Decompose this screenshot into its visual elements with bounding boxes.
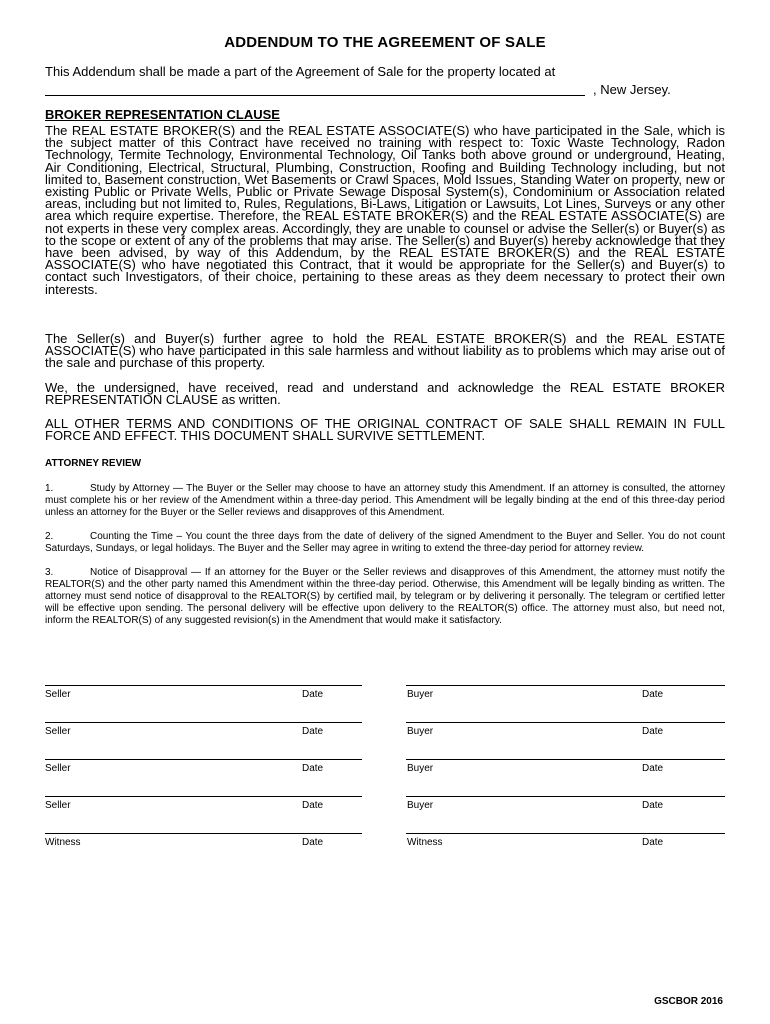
right-signature-line[interactable] — [406, 833, 725, 834]
right-signer-label: Buyer — [407, 726, 434, 737]
property-address-blank[interactable] — [45, 95, 585, 96]
right-signer-label: Buyer — [407, 800, 434, 811]
left-signature-line[interactable] — [45, 759, 362, 760]
right-signer-label: Buyer — [407, 763, 434, 774]
left-signer-label: Witness — [45, 837, 81, 848]
attorney-review-heading: ATTORNEY REVIEW — [45, 458, 142, 469]
left-signature-line[interactable] — [45, 685, 362, 686]
left-signature-line[interactable] — [45, 796, 362, 797]
left-signer-label: Seller — [45, 800, 71, 811]
attorney-item-1 — [45, 483, 725, 519]
attorney-item-text: Notice of Disapproval — If an attorney for the Buyer or the Seller reviews and disapproves of this Amendment, the attorney must notify the REALTOR(S) and the other party named this Amendment within the three-day period. Otherwise, this Amendment will be legally binding as written. The attorney must send notice of disapproval to the REALTOR(S) by certified mail, by telegram or by delivering it personally. The telegram or certified letter will be effective upon sending. The personal delivery will be effective upon delivery to the REALTOR(S) office. The attorney must also, but need not, inform the REALTOR(S) of any suggested revision(s) in the Amendment that would make it satisfactory. — [45, 567, 725, 627]
broker-clause-heading: BROKER REPRESENTATION CLAUSE — [45, 107, 280, 122]
intro-text: This Addendum shall be made a part of the Agreement of Sale for the property located at — [45, 64, 556, 79]
hold-harmless-paragraph: The Seller(s) and Buyer(s) further agree to hold the REAL ESTATE BROKER(S) and the REAL ESTATE ASSOCIATE(S) who have participated in this sale harmless and without liability as to problems which may arise out of the sale and purchase of this property. — [45, 331, 725, 371]
right-date-label: Date — [642, 726, 664, 737]
attorney-item-2 — [45, 531, 725, 555]
left-date-label: Date — [302, 800, 324, 811]
signature-row — [0, 796, 770, 816]
right-signature-line[interactable] — [406, 722, 725, 723]
attorney-item-number: 3. — [45, 567, 54, 578]
signature-row — [0, 759, 770, 779]
signature-row — [0, 722, 770, 742]
right-date-label: Date — [642, 689, 664, 700]
broker-clause-paragraph: The REAL ESTATE BROKER(S) and the REAL ESTATE ASSOCIATE(S) who have participated in the Sale, which is the subject matter of this Contract have received no training with respect to: Toxic Waste Technology, Radon Technology, Termite Technology, Environmental Technology, Oil Tanks both above ground or underground, Heating, Air Conditioning, Electrical, Structural, Plumbing, Construction, Roofing and Building Technology including, but not limited to, Basement construction, Wet Basements or Crawl Spaces, Mold Issues, Standing Water on property, new or existing Public or Private Wells, Public or Private Sewage Disposal System(s), Condominium or Association related areas, including but not limited to, Rules, Regulations, Bi-Laws, Litigation or Lawsuits, Lot Lines, Surveys or any other area which require expertise. Therefore, the REAL ESTATE BROKER(S) and the REAL ESTATE ASSOCIATE(S) are not experts in these very complex areas. Accordingly, they are unable to counsel or advise the Seller(s) or Buyer(s) as to the scope or extent of any of the problems that may arise. The Seller(s) and Buyer(s) hereby acknowledge that they have been advised, by way of this Addendum, by the REAL ESTATE BROKER(S) and the REAL ESTATE ASSOCIATE(S) who have negotiated this Contract, that it would be appropriate for the Seller(s) and Buyer(s) to contact such Investigators, of their choice, pertaining to these areas as they deem necessary to protect their own interests. — [45, 123, 725, 297]
location-suffix: , New Jersey. — [593, 82, 671, 97]
left-signer-label: Seller — [45, 726, 71, 737]
right-date-label: Date — [642, 837, 664, 848]
attorney-item-text: Study by Attorney — The Buyer or the Seller may choose to have an attorney study this Amendment. If an attorney is consulted, the attorney must complete his or her review of the Amendment within a three-day period. This Amendment will be legally binding at the end of this three-day period unless an attorney for the Buyer or the Seller reviews and disapproves of this Amendment. — [45, 483, 725, 519]
right-signature-line[interactable] — [406, 796, 725, 797]
left-signer-label: Seller — [45, 689, 71, 700]
right-date-label: Date — [642, 763, 664, 774]
document-title: ADDENDUM TO THE AGREEMENT OF SALE — [224, 34, 546, 51]
left-signature-line[interactable] — [45, 833, 362, 834]
signature-row — [0, 833, 770, 853]
signature-row — [0, 685, 770, 705]
left-signer-label: Seller — [45, 763, 71, 774]
attorney-item-number: 1. — [45, 483, 54, 494]
left-date-label: Date — [302, 763, 324, 774]
left-date-label: Date — [302, 726, 324, 737]
right-signature-line[interactable] — [406, 685, 725, 686]
attorney-item-3 — [45, 567, 725, 627]
property-location-line — [45, 82, 735, 100]
terms-conditions-paragraph: ALL OTHER TERMS AND CONDITIONS OF THE ORIGINAL CONTRACT OF SALE SHALL REMAIN IN FULL FORCE AND EFFECT. THIS DOCUMENT SHALL SURVIVE SETTLEMENT. — [45, 416, 725, 444]
left-date-label: Date — [302, 689, 324, 700]
form-footer-code: GSCBOR 2016 — [654, 996, 723, 1007]
right-signature-line[interactable] — [406, 759, 725, 760]
right-signer-label: Witness — [407, 837, 443, 848]
left-date-label: Date — [302, 837, 324, 848]
attorney-item-number: 2. — [45, 531, 54, 542]
right-date-label: Date — [642, 800, 664, 811]
left-signature-line[interactable] — [45, 722, 362, 723]
acknowledgement-paragraph: We, the undersigned, have received, read and understand and acknowledge the REAL ESTATE BROKER REPRESENTATION CLAUSE as written. — [45, 380, 725, 408]
right-signer-label: Buyer — [407, 689, 434, 700]
attorney-item-text: Counting the Time – You count the three days from the date of delivery of the signed Amendment to the Buyer and Seller. You do not count Saturdays, Sundays, or legal holidays. The Buyer and the Seller may agree in writing to extend the three-day period for attorney review. — [45, 531, 725, 555]
